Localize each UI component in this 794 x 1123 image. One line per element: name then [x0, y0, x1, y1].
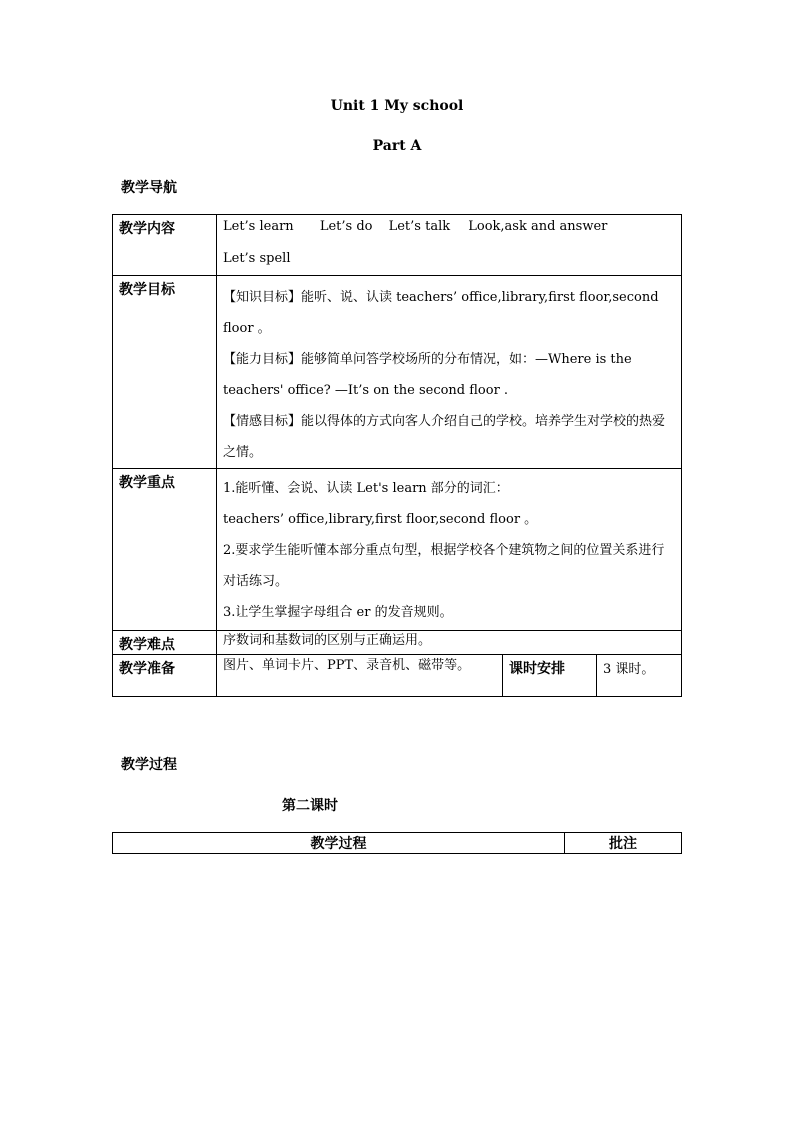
key-points-label: 教学重点: [113, 469, 217, 631]
schedule-cell: 3 课时。: [597, 655, 682, 697]
difficulty-cell: 序数词和基数词的区别与正确运用。: [217, 631, 682, 655]
table-row: [113, 215, 682, 276]
document-title: Unit 1 My school: [330, 98, 464, 114]
difficulty-label: 教学难点: [113, 631, 217, 655]
teaching-navigation-heading: 教学导航: [121, 180, 177, 196]
teaching-process-table: [112, 832, 682, 854]
table-row: [113, 276, 682, 469]
table-row: [113, 833, 682, 854]
content-item: Look,ask and answer: [468, 219, 608, 234]
process-column-header: 教学过程: [113, 833, 565, 854]
table-row: [113, 631, 682, 655]
teaching-navigation-table: [112, 214, 682, 697]
content-cell: [217, 215, 682, 276]
content-item: Let’s learn: [223, 219, 294, 234]
table-row: [113, 655, 682, 697]
key-point: 1.能听懂、会说、认读 Let's learn 部分的词汇：: [223, 481, 509, 496]
key-point: teachers’ office,library,first floor,second floor 。: [223, 512, 538, 527]
content-label: 教学内容: [113, 215, 217, 276]
lesson-heading: 第二课时: [282, 798, 338, 814]
part-title: Part A: [372, 138, 422, 154]
notes-column-header: 批注: [565, 833, 682, 854]
content-item: Let’s spell: [223, 251, 291, 266]
key-point: 2.要求学生能听懂本部分重点句型，根据学校各个建筑物之间的位置关系进行对话练习。: [223, 543, 665, 589]
goals-cell: [217, 276, 682, 469]
goal-ability: 【能力目标】能够简单问答学校场所的分布情况，如：—Where is the teachers' office? —It’s on the second floor .: [223, 352, 632, 398]
table-row: [113, 469, 682, 631]
goal-emotion: 【情感目标】能以得体的方式向客人介绍自己的学校。培养学生对学校的热爱之情。: [223, 414, 666, 460]
goals-label: 教学目标: [113, 276, 217, 469]
content-item: Let’s do: [319, 219, 373, 234]
key-point: 3.让学生掌握字母组合 er 的发音规则。: [223, 605, 453, 620]
preparation-cell: 图片、单词卡片、PPT、录音机、磁带等。: [217, 655, 503, 697]
goal-knowledge: 【知识目标】能听、说、认读 teachers’ office,library,first floor,second floor 。: [223, 290, 659, 336]
schedule-label: 课时安排: [503, 655, 597, 697]
teaching-process-heading: 教学过程: [121, 757, 177, 773]
preparation-label: 教学准备: [113, 655, 217, 697]
content-item: Let’s talk: [388, 219, 451, 234]
key-points-cell: [217, 469, 682, 631]
